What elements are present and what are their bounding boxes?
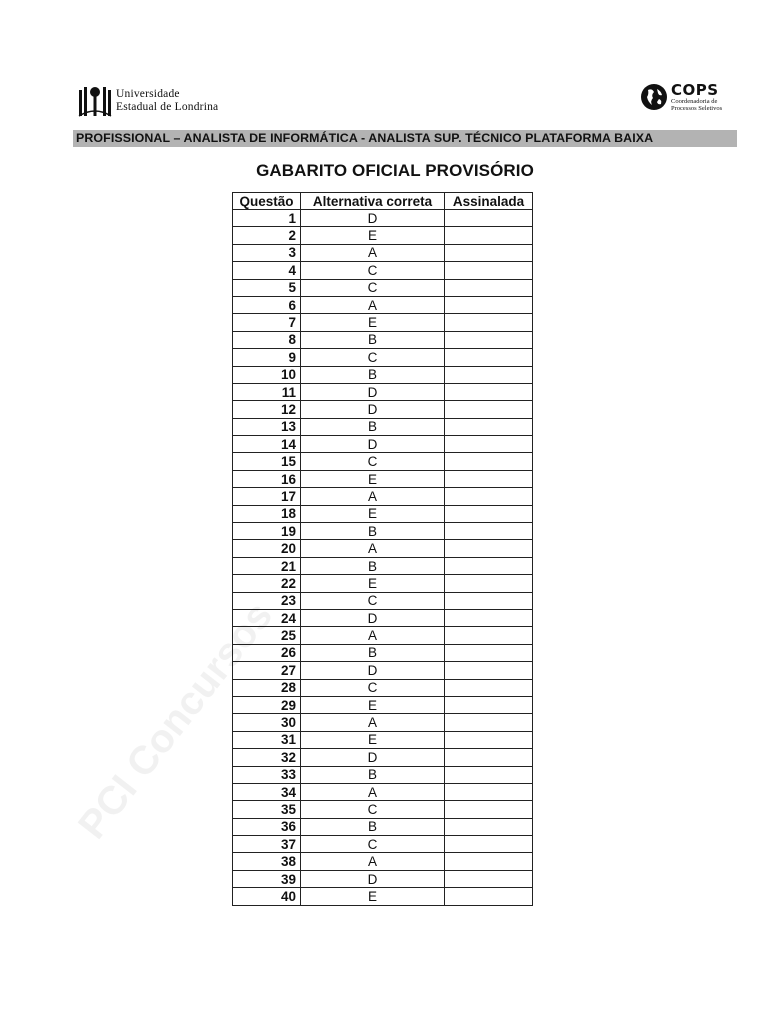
correct-answer: C — [301, 679, 445, 696]
uel-logo — [78, 82, 218, 120]
question-number: 35 — [233, 801, 301, 818]
marked-answer-cell — [445, 244, 533, 261]
question-number: 40 — [233, 888, 301, 905]
correct-answer: C — [301, 453, 445, 470]
watermark: PCI Concursos — [70, 594, 282, 848]
marked-answer-cell — [445, 262, 533, 279]
question-number: 24 — [233, 609, 301, 626]
table-row — [233, 227, 533, 244]
question-number: 3 — [233, 244, 301, 261]
correct-answer: B — [301, 557, 445, 574]
marked-answer-cell — [445, 783, 533, 800]
marked-answer-cell — [445, 870, 533, 887]
uel-name-line2: Estadual de Londrina — [116, 101, 219, 113]
question-number: 36 — [233, 818, 301, 835]
cops-subtitle-line2: Processos Seletivos — [671, 104, 723, 112]
marked-answer-cell — [445, 453, 533, 470]
table-row — [233, 366, 533, 383]
question-number: 12 — [233, 401, 301, 418]
question-number: 2 — [233, 227, 301, 244]
table-row — [233, 662, 533, 679]
marked-answer-cell — [445, 366, 533, 383]
question-number: 10 — [233, 366, 301, 383]
globe-icon — [640, 83, 668, 111]
question-number: 14 — [233, 436, 301, 453]
marked-answer-cell — [445, 401, 533, 418]
correct-answer: E — [301, 575, 445, 592]
table-row — [233, 470, 533, 487]
question-number: 26 — [233, 644, 301, 661]
table-row — [233, 696, 533, 713]
marked-answer-cell — [445, 749, 533, 766]
table-row — [233, 436, 533, 453]
question-number: 31 — [233, 731, 301, 748]
marked-answer-cell — [445, 227, 533, 244]
table-row — [233, 453, 533, 470]
correct-answer: A — [301, 296, 445, 313]
table-row — [233, 314, 533, 331]
table-row — [233, 818, 533, 835]
correct-answer: D — [301, 749, 445, 766]
correct-answer: C — [301, 349, 445, 366]
table-row — [233, 523, 533, 540]
marked-answer-cell — [445, 331, 533, 348]
question-number: 16 — [233, 470, 301, 487]
question-number: 21 — [233, 557, 301, 574]
table-row — [233, 679, 533, 696]
table-row — [233, 296, 533, 313]
marked-answer-cell — [445, 383, 533, 400]
correct-answer: C — [301, 801, 445, 818]
exam-banner: PROFISSIONAL – ANALISTA DE INFORMÁTICA - ANALISTA SUP. TÉCNICO PLATAFORMA BAIXA — [73, 130, 737, 147]
correct-answer: B — [301, 766, 445, 783]
marked-answer-cell — [445, 818, 533, 835]
table-row — [233, 331, 533, 348]
table-row — [233, 853, 533, 870]
correct-answer: D — [301, 870, 445, 887]
header-marked: Assinalada — [445, 193, 533, 210]
header-correct-answer: Alternativa correta — [301, 193, 445, 210]
question-number: 15 — [233, 453, 301, 470]
question-number: 27 — [233, 662, 301, 679]
question-number: 17 — [233, 488, 301, 505]
table-row — [233, 836, 533, 853]
question-number: 30 — [233, 714, 301, 731]
marked-answer-cell — [445, 436, 533, 453]
marked-answer-cell — [445, 714, 533, 731]
marked-answer-cell — [445, 505, 533, 522]
marked-answer-cell — [445, 210, 533, 227]
cops-subtitle-line1: Coordenadoria de — [671, 97, 718, 105]
table-row — [233, 557, 533, 574]
question-number: 18 — [233, 505, 301, 522]
table-row — [233, 714, 533, 731]
marked-answer-cell — [445, 644, 533, 661]
table-row — [233, 783, 533, 800]
question-number: 32 — [233, 749, 301, 766]
table-body — [233, 210, 533, 906]
table-row — [233, 888, 533, 905]
marked-answer-cell — [445, 470, 533, 487]
uel-name-line1: Universidade — [116, 88, 180, 100]
correct-answer: D — [301, 609, 445, 626]
question-number: 39 — [233, 870, 301, 887]
correct-answer: E — [301, 888, 445, 905]
correct-answer: D — [301, 662, 445, 679]
cops-name: COPS — [671, 80, 719, 99]
marked-answer-cell — [445, 418, 533, 435]
question-number: 19 — [233, 523, 301, 540]
question-number: 1 — [233, 210, 301, 227]
table-row — [233, 627, 533, 644]
question-number: 33 — [233, 766, 301, 783]
correct-answer: A — [301, 853, 445, 870]
correct-answer: D — [301, 210, 445, 227]
page-title: GABARITO OFICIAL PROVISÓRIO — [256, 161, 534, 180]
correct-answer: B — [301, 818, 445, 835]
correct-answer: B — [301, 644, 445, 661]
table-row — [233, 766, 533, 783]
question-number: 7 — [233, 314, 301, 331]
question-number: 34 — [233, 783, 301, 800]
table-row — [233, 279, 533, 296]
correct-answer: C — [301, 279, 445, 296]
correct-answer: E — [301, 505, 445, 522]
correct-answer: B — [301, 366, 445, 383]
question-number: 8 — [233, 331, 301, 348]
marked-answer-cell — [445, 731, 533, 748]
correct-answer: A — [301, 783, 445, 800]
table-row — [233, 592, 533, 609]
table-row — [233, 749, 533, 766]
correct-answer: A — [301, 540, 445, 557]
marked-answer-cell — [445, 296, 533, 313]
table-row — [233, 401, 533, 418]
correct-answer: C — [301, 262, 445, 279]
question-number: 29 — [233, 696, 301, 713]
marked-answer-cell — [445, 662, 533, 679]
marked-answer-cell — [445, 575, 533, 592]
correct-answer: A — [301, 714, 445, 731]
correct-answer: D — [301, 436, 445, 453]
question-number: 9 — [233, 349, 301, 366]
cops-logo — [640, 82, 722, 112]
table-row — [233, 731, 533, 748]
marked-answer-cell — [445, 349, 533, 366]
question-number: 11 — [233, 383, 301, 400]
correct-answer: E — [301, 314, 445, 331]
correct-answer: D — [301, 401, 445, 418]
table-row — [233, 575, 533, 592]
table-row — [233, 540, 533, 557]
marked-answer-cell — [445, 679, 533, 696]
table-row — [233, 870, 533, 887]
question-number: 5 — [233, 279, 301, 296]
question-number: 22 — [233, 575, 301, 592]
correct-answer: D — [301, 383, 445, 400]
correct-answer: A — [301, 627, 445, 644]
table-header-row — [233, 193, 533, 210]
table-row — [233, 262, 533, 279]
question-number: 38 — [233, 853, 301, 870]
marked-answer-cell — [445, 314, 533, 331]
question-number: 4 — [233, 262, 301, 279]
uel-emblem-icon — [78, 84, 112, 118]
marked-answer-cell — [445, 609, 533, 626]
marked-answer-cell — [445, 801, 533, 818]
question-number: 6 — [233, 296, 301, 313]
marked-answer-cell — [445, 836, 533, 853]
question-number: 23 — [233, 592, 301, 609]
table-row — [233, 488, 533, 505]
table-row — [233, 383, 533, 400]
correct-answer: E — [301, 470, 445, 487]
table-row — [233, 349, 533, 366]
marked-answer-cell — [445, 523, 533, 540]
correct-answer: E — [301, 731, 445, 748]
marked-answer-cell — [445, 540, 533, 557]
marked-answer-cell — [445, 488, 533, 505]
marked-answer-cell — [445, 592, 533, 609]
correct-answer: A — [301, 244, 445, 261]
correct-answer: B — [301, 418, 445, 435]
question-number: 13 — [233, 418, 301, 435]
header-question: Questão — [233, 193, 301, 210]
table-row — [233, 210, 533, 227]
correct-answer: C — [301, 836, 445, 853]
table-row — [233, 418, 533, 435]
correct-answer: C — [301, 592, 445, 609]
question-number: 37 — [233, 836, 301, 853]
correct-answer: B — [301, 523, 445, 540]
correct-answer: E — [301, 696, 445, 713]
correct-answer: A — [301, 488, 445, 505]
marked-answer-cell — [445, 279, 533, 296]
marked-answer-cell — [445, 766, 533, 783]
table-row — [233, 644, 533, 661]
table-row — [233, 801, 533, 818]
correct-answer: B — [301, 331, 445, 348]
correct-answer: E — [301, 227, 445, 244]
table-row — [233, 505, 533, 522]
question-number: 20 — [233, 540, 301, 557]
marked-answer-cell — [445, 696, 533, 713]
marked-answer-cell — [445, 557, 533, 574]
table-row — [233, 244, 533, 261]
question-number: 28 — [233, 679, 301, 696]
marked-answer-cell — [445, 627, 533, 644]
answer-key-table — [232, 192, 533, 906]
marked-answer-cell — [445, 888, 533, 905]
question-number: 25 — [233, 627, 301, 644]
marked-answer-cell — [445, 853, 533, 870]
